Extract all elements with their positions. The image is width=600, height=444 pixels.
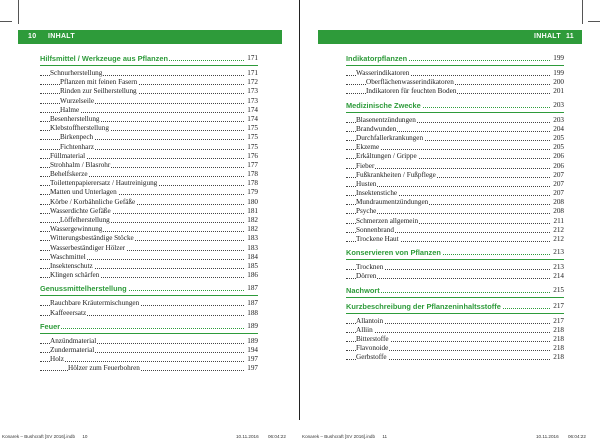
- entry-title: Hölzer zum Feuerbohren: [68, 364, 140, 373]
- toc-entry: [346, 235, 564, 244]
- entry-page: 212: [553, 235, 564, 243]
- entry-page: 217: [553, 316, 564, 325]
- entry-page: 174: [247, 114, 258, 123]
- right-page: [300, 0, 600, 444]
- entry-page: 171: [247, 69, 258, 77]
- header-page-number: 11: [566, 33, 574, 40]
- entry-title: Matten und Unterlagen: [50, 188, 117, 197]
- entry-page: 218: [553, 325, 564, 334]
- entry-page: 207: [553, 170, 564, 179]
- leader-dots: [346, 332, 550, 333]
- entry-page: 179: [247, 188, 258, 197]
- entry-page: 207: [553, 189, 564, 198]
- footer-file: Konarek – Bushcraft [SV 2016].indb: [2, 434, 76, 439]
- toc-entry: [40, 271, 258, 280]
- chapter-title: Genussmittelherstellung: [40, 284, 127, 294]
- entry-page: 183: [247, 234, 258, 243]
- toc-entry: [40, 309, 258, 318]
- toc-entry: [40, 143, 258, 152]
- chapter-page: 215: [553, 285, 564, 294]
- entry-title: Birkenpech: [60, 133, 94, 142]
- chapter-title: Medizinische Zwecke: [346, 100, 421, 110]
- entry-title: Blasenentzündungen: [356, 115, 416, 124]
- chapter-rule: [40, 295, 258, 296]
- entry-title: Witterungsbeständige Stöcke: [50, 234, 134, 243]
- entry-page: 200: [553, 78, 564, 87]
- toc-chapter: [346, 54, 564, 64]
- entry-page: 218: [553, 353, 564, 362]
- toc-entry: [346, 189, 564, 198]
- toc-entry: [40, 124, 258, 133]
- entry-title: Dörren: [356, 272, 377, 281]
- entry-page: 203: [553, 115, 564, 124]
- entry-page: 206: [553, 161, 564, 170]
- entry-page: 183: [247, 243, 258, 252]
- toc-entry: [40, 216, 258, 225]
- table-of-contents: [40, 50, 258, 373]
- entry-page: 174: [247, 105, 258, 114]
- entry-title: Gerbstoffe: [356, 353, 387, 362]
- entry-title: Wassergewinnung: [50, 225, 103, 234]
- entry-page: 178: [247, 170, 258, 179]
- entry-page: 180: [247, 197, 258, 206]
- entry-page: 194: [247, 345, 258, 354]
- chapter-title: Konservieren von Pflanzen: [346, 248, 441, 258]
- leader-dots: [40, 361, 244, 362]
- entry-page: 218: [553, 344, 564, 353]
- toc-entry: [40, 97, 258, 106]
- footer-page: 11: [382, 434, 388, 439]
- toc-entry: [40, 133, 258, 142]
- entry-page: 178: [247, 179, 258, 188]
- toc-entry: [346, 263, 564, 272]
- toc-entry: [346, 326, 564, 335]
- entry-title: Klingen schärfen: [50, 271, 100, 280]
- crop-mark: [582, 0, 583, 24]
- entry-title: Fußkrankheiten / Fußpflege: [356, 170, 436, 179]
- entry-title: Besenherstellung: [50, 114, 100, 123]
- toc-entry: [40, 244, 258, 253]
- entry-title: Erkältungen / Grippe: [356, 152, 417, 161]
- chapter-rule: [346, 65, 564, 66]
- toc-entry: [346, 317, 564, 326]
- entry-title: Wurzelseile: [60, 96, 95, 105]
- entry-page: 214: [553, 272, 564, 281]
- print-footer: [302, 434, 586, 439]
- entry-page: 211: [553, 216, 564, 225]
- toc-entry: [346, 69, 564, 78]
- entry-title: Toilettenpapierersatz / Hautreinigung: [50, 179, 158, 188]
- toc-entry: [346, 335, 564, 344]
- entry-title: Durchfallerkrankungen: [356, 133, 424, 142]
- toc-entry: [40, 69, 258, 78]
- entry-page: 182: [247, 225, 258, 234]
- entry-title: Waschmittel: [50, 252, 86, 261]
- toc-entry: [40, 188, 258, 197]
- entry-page: 185: [247, 261, 258, 270]
- entry-title: Pflanzen mit feinen Fasern: [60, 78, 138, 87]
- chapter-rule: [346, 297, 564, 298]
- entry-title: Zundermaterial: [50, 345, 95, 354]
- toc-entry: [346, 134, 564, 143]
- toc-entry: [40, 299, 258, 308]
- entry-title: Trockene Haut: [356, 235, 399, 243]
- entry-title: Schnurherstellung: [50, 69, 103, 77]
- toc-entry: [346, 87, 564, 96]
- entry-page: 201: [553, 87, 564, 96]
- chapter-rule: [40, 65, 258, 66]
- toc-entry: [346, 116, 564, 125]
- chapter-title: Hilfsmittel / Werkzeuge aus Pflanzen: [40, 54, 169, 63]
- entry-title: Oberflächenwasserindikatoren: [366, 78, 454, 87]
- entry-title: Husten: [356, 179, 377, 188]
- table-of-contents: [346, 50, 564, 363]
- toc-chapter: [40, 322, 258, 332]
- entry-title: Körbe / Korbähnliche Gefäße: [50, 197, 136, 206]
- entry-title: Sonnenbrand: [356, 225, 394, 234]
- entry-title: Kaffeeersatz: [50, 308, 87, 317]
- entry-title: Insektenschutz: [50, 261, 93, 270]
- chapter-page: 171: [247, 54, 258, 62]
- entry-page: 172: [247, 78, 258, 87]
- toc-entry: [40, 234, 258, 243]
- entry-page: 208: [553, 207, 564, 216]
- entry-page: 177: [247, 160, 258, 169]
- entry-title: Insektenstiche: [356, 189, 398, 198]
- toc-entry: [346, 180, 564, 189]
- entry-page: 175: [247, 142, 258, 151]
- entry-page: 186: [247, 271, 258, 280]
- entry-page: 218: [553, 334, 564, 343]
- chapter-page: 189: [247, 321, 258, 330]
- entry-page: 182: [247, 216, 258, 224]
- entry-title: Wasserindikatoren: [356, 69, 410, 77]
- entry-title: Schmerzen allgemein: [356, 216, 419, 225]
- leader-dots: [40, 328, 244, 329]
- chapter-rule: [40, 333, 258, 334]
- crop-mark: [18, 0, 19, 24]
- entry-page: 176: [247, 151, 258, 160]
- toc-entry: [346, 171, 564, 180]
- entry-title: Mundraumentzündungen: [356, 198, 429, 207]
- footer-date: 10.11.2016: [236, 434, 259, 439]
- entry-title: Strohhalm / Blasrohr: [50, 160, 111, 169]
- entry-page: 175: [247, 133, 258, 142]
- chapter-title: Feuer: [40, 321, 61, 331]
- chapter-title: Nachwort: [346, 285, 380, 295]
- entry-page: 208: [553, 198, 564, 207]
- entry-title: Holz: [50, 355, 64, 364]
- entry-title: Klebstoffherstellung: [50, 124, 109, 133]
- toc-entry: [40, 337, 258, 346]
- toc-entry: [40, 115, 258, 124]
- entry-title: Brandwunden: [356, 124, 397, 133]
- entry-page: 199: [553, 69, 564, 77]
- chapter-rule: [346, 313, 564, 314]
- toc-chapter: [346, 302, 564, 312]
- crop-mark: [588, 21, 600, 22]
- toc-chapter: [346, 286, 564, 296]
- entry-title: Fichtenharz: [60, 142, 94, 151]
- header-page-number: 10: [28, 33, 37, 40]
- chapter-page: 217: [553, 301, 564, 310]
- entry-title: Alliin: [356, 325, 373, 334]
- chapter-page: 213: [553, 248, 564, 257]
- entry-page: 173: [247, 96, 258, 105]
- leader-dots: [346, 168, 550, 169]
- running-header: [318, 30, 582, 44]
- entry-title: Fieber: [356, 161, 375, 170]
- toc-entry: [40, 355, 258, 364]
- entry-page: 189: [247, 336, 258, 345]
- entry-page: 212: [553, 225, 564, 234]
- toc-entry: [40, 161, 258, 170]
- print-footer: [2, 434, 286, 439]
- toc-entry: [346, 217, 564, 226]
- toc-entry: [40, 198, 258, 207]
- entry-title: Halme: [60, 105, 80, 114]
- chapter-page: 187: [247, 284, 258, 293]
- toc-entry: [40, 253, 258, 262]
- toc-entry: [346, 272, 564, 281]
- toc-entry: [40, 170, 258, 179]
- entry-title: Wasserbeständiger Hölzer: [50, 243, 126, 252]
- header-title: INHALT: [48, 33, 75, 40]
- chapter-page: 203: [553, 100, 564, 109]
- footer-file: Konarek – Bushcraft [SV 2016].indb: [302, 434, 376, 439]
- chapter-title: Indikatorpflanzen: [346, 54, 408, 63]
- entry-page: 206: [553, 152, 564, 161]
- toc-entry: [346, 143, 564, 152]
- toc-entry: [346, 226, 564, 235]
- toc-chapter: [346, 248, 564, 258]
- toc-entry: [40, 87, 258, 96]
- toc-chapter: [40, 54, 258, 64]
- toc-entry: [346, 78, 564, 87]
- entry-page: 213: [553, 263, 564, 272]
- toc-entry: [40, 106, 258, 115]
- toc-entry: [40, 364, 258, 373]
- chapter-rule: [346, 112, 564, 113]
- entry-title: Wasserdichte Gefäße: [50, 206, 111, 215]
- footer-time: 06:04:22: [568, 434, 586, 439]
- chapter-page: 199: [553, 54, 564, 62]
- entry-page: 188: [247, 308, 258, 317]
- crop-mark: [0, 21, 12, 22]
- footer-page: 10: [82, 434, 88, 439]
- entry-title: Anzündmaterial: [50, 336, 97, 345]
- entry-title: Behelfskerze: [50, 170, 88, 179]
- toc-entry: [40, 152, 258, 161]
- entry-page: 204: [553, 124, 564, 133]
- entry-title: Füllmaterial: [50, 151, 86, 160]
- toc-entry: [346, 207, 564, 216]
- entry-title: Allantoin: [356, 316, 384, 325]
- entry-title: Flavonoide: [356, 344, 389, 353]
- toc-entry: [346, 162, 564, 171]
- entry-page: 181: [247, 206, 258, 215]
- entry-page: 205: [553, 143, 564, 152]
- entry-title: Löffelherstellung: [60, 216, 110, 224]
- entry-page: 205: [553, 133, 564, 142]
- entry-page: 197: [247, 355, 258, 364]
- entry-title: Ekzeme: [356, 143, 380, 152]
- toc-chapter: [40, 284, 258, 294]
- entry-title: Rinden zur Seilherstellung: [60, 87, 137, 96]
- entry-title: Trocknen: [356, 263, 384, 272]
- toc-chapter: [346, 101, 564, 111]
- toc-entry: [40, 179, 258, 188]
- entry-page: 207: [553, 179, 564, 188]
- toc-entry: [40, 78, 258, 87]
- toc-entry: [40, 207, 258, 216]
- toc-entry: [40, 262, 258, 271]
- entry-title: Psyche: [356, 207, 377, 216]
- footer-date: 10.11.2016: [536, 434, 559, 439]
- entry-title: Rauchbare Kräutermischungen: [50, 299, 140, 308]
- running-header: [18, 30, 282, 44]
- toc-entry: [40, 225, 258, 234]
- toc-entry: [346, 198, 564, 207]
- entry-page: 187: [247, 299, 258, 308]
- toc-entry: [346, 152, 564, 161]
- entry-page: 173: [247, 87, 258, 96]
- entry-title: Bitterstoffe: [356, 334, 389, 343]
- toc-entry: [40, 346, 258, 355]
- toc-entry: [346, 344, 564, 353]
- chapter-title: Kurzbeschreibung der Pflanzeninhaltsstoffe: [346, 301, 501, 311]
- header-title: INHALT: [534, 33, 561, 40]
- entry-page: 197: [247, 364, 258, 373]
- entry-title: Indikatoren für feuchten Boden: [366, 87, 457, 96]
- entry-page: 184: [247, 252, 258, 261]
- entry-page: 175: [247, 124, 258, 133]
- footer-time: 06:04:22: [268, 434, 286, 439]
- chapter-rule: [346, 259, 564, 260]
- toc-entry: [346, 125, 564, 134]
- toc-entry: [346, 353, 564, 362]
